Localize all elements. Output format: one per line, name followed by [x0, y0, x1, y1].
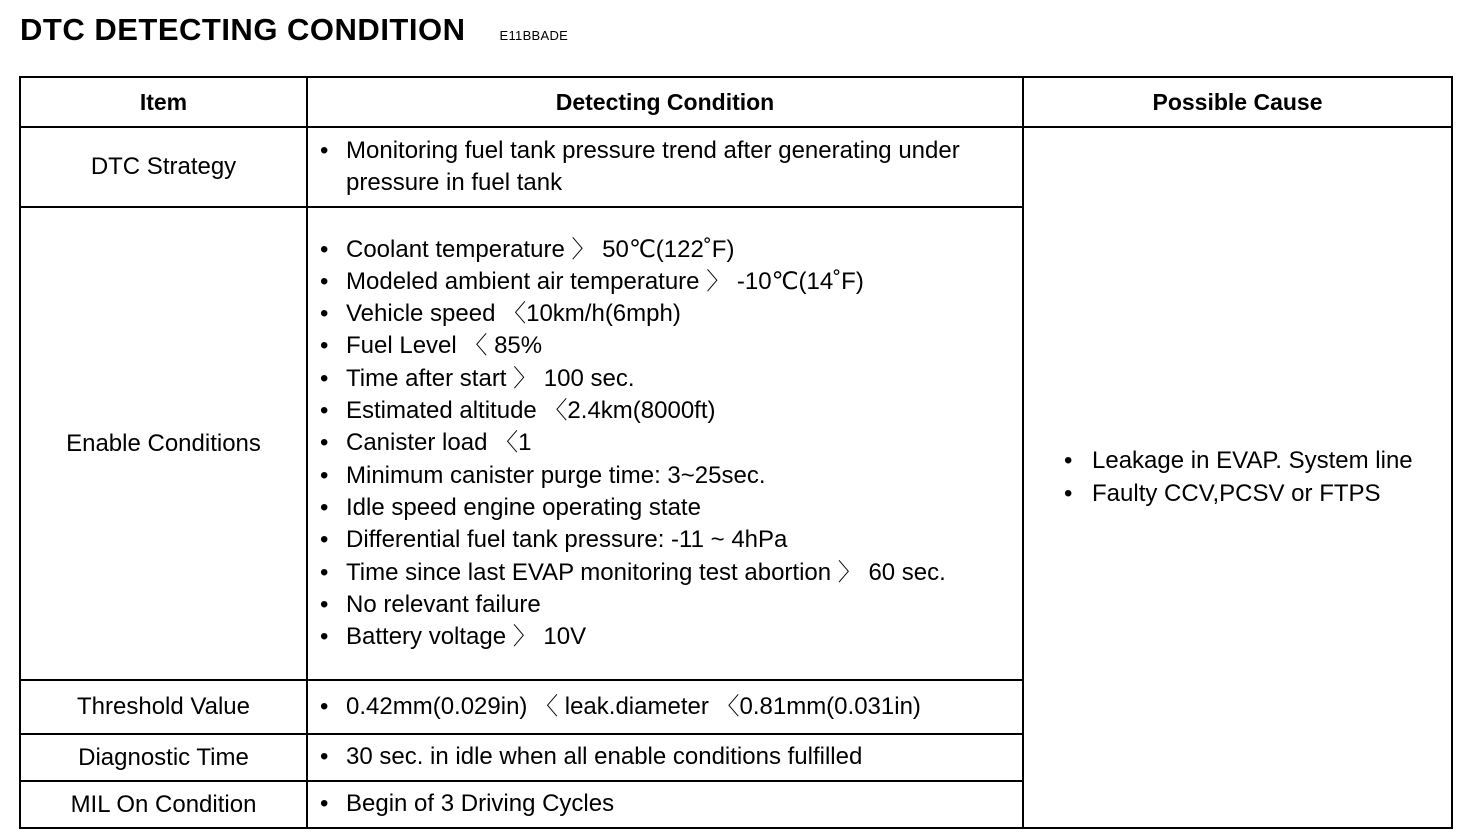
bullet-icon: • — [320, 364, 329, 392]
column-header-possible-cause: Possible Cause — [1023, 77, 1452, 127]
bullet-icon: • — [320, 397, 329, 425]
cause-list — [1024, 445, 1451, 510]
bullet-icon: • — [320, 692, 329, 720]
list-item: • Modeled ambient air temperature 〉 -10℃(14˚F) — [346, 266, 1012, 298]
bullet-icon: • — [320, 300, 329, 328]
bullet-icon: • — [320, 461, 329, 489]
document-code: E11BBADE — [499, 28, 569, 43]
condition-list — [308, 234, 1022, 654]
bullet-icon: • — [320, 558, 329, 586]
list-item: • Monitoring fuel tank pressure trend after generating under pressure in fuel tank — [320, 136, 960, 196]
bullet-icon: • — [320, 136, 329, 164]
page-title: DTC DETECTING CONDITION — [20, 12, 466, 47]
bullet-icon: • — [320, 332, 329, 360]
list-item: • Idle speed engine operating state — [346, 492, 1012, 524]
dtc-condition-table — [19, 76, 1453, 829]
conditions-threshold-value — [307, 680, 1023, 734]
bullet-icon: • — [320, 267, 329, 295]
condition-list — [308, 788, 1022, 820]
condition-list — [308, 691, 1022, 723]
bullet-icon: • — [320, 623, 329, 651]
list-item: • Begin of 3 Driving Cycles — [346, 788, 1012, 820]
list-item: • No relevant failure — [346, 589, 1012, 621]
conditions-mil-on-condition — [307, 781, 1023, 828]
list-item: • Time since last EVAP monitoring test abortion 〉 60 sec. — [346, 557, 1012, 589]
table-row — [20, 127, 1452, 207]
condition-list — [308, 741, 1022, 773]
list-item: • Vehicle speed 〈10km/h(6mph) — [346, 298, 1012, 330]
item-enable-conditions: Enable Conditions — [20, 207, 307, 680]
column-header-detecting-condition: Detecting Condition — [307, 77, 1023, 127]
list-item: • Coolant temperature 〉 50℃(122˚F) — [346, 234, 1012, 266]
item-dtc-strategy: DTC Strategy — [20, 127, 307, 207]
bullet-icon: • — [1064, 447, 1073, 475]
bullet-icon: • — [320, 590, 329, 618]
column-header-item: Item — [20, 77, 307, 127]
bullet-icon: • — [320, 526, 329, 554]
item-threshold-value: Threshold Value — [20, 680, 307, 734]
conditions-diagnostic-time — [307, 734, 1023, 781]
list-item: • Fuel Level 〈 85% — [346, 330, 1012, 362]
page-heading — [20, 12, 568, 48]
list-item: • Time after start 〉 100 sec. — [346, 363, 1012, 395]
list-item: • Leakage in EVAP. System line — [1092, 445, 1441, 477]
list-item: • Faulty CCV,PCSV or FTPS — [1092, 478, 1441, 510]
list-item: • 30 sec. in idle when all enable conditions fulfilled — [346, 741, 1012, 773]
item-diagnostic-time: Diagnostic Time — [20, 734, 307, 781]
list-item: • Canister load 〈1 — [346, 427, 1012, 459]
list-item: • Estimated altitude 〈2.4km(8000ft) — [346, 395, 1012, 427]
list-item: • Differential fuel tank pressure: -11 ~ 4hPa — [346, 524, 1012, 556]
condition-list — [308, 135, 1022, 200]
conditions-enable-conditions — [307, 207, 1023, 680]
list-item: • Battery voltage 〉 10V — [346, 621, 1012, 653]
list-item: • 0.42mm(0.029in) 〈 leak.diameter 〈0.81mm(0.031in) — [346, 691, 1012, 723]
conditions-dtc-strategy — [307, 127, 1023, 207]
possible-cause-cell — [1023, 127, 1452, 828]
bullet-icon: • — [320, 429, 329, 457]
table-header-row — [20, 77, 1452, 127]
bullet-icon: • — [320, 743, 329, 771]
bullet-icon: • — [1064, 479, 1073, 507]
item-mil-on-condition: MIL On Condition — [20, 781, 307, 828]
bullet-icon: • — [320, 790, 329, 818]
list-item: • Minimum canister purge time: 3~25sec. — [346, 460, 1012, 492]
bullet-icon: • — [320, 235, 329, 263]
bullet-icon: • — [320, 493, 329, 521]
